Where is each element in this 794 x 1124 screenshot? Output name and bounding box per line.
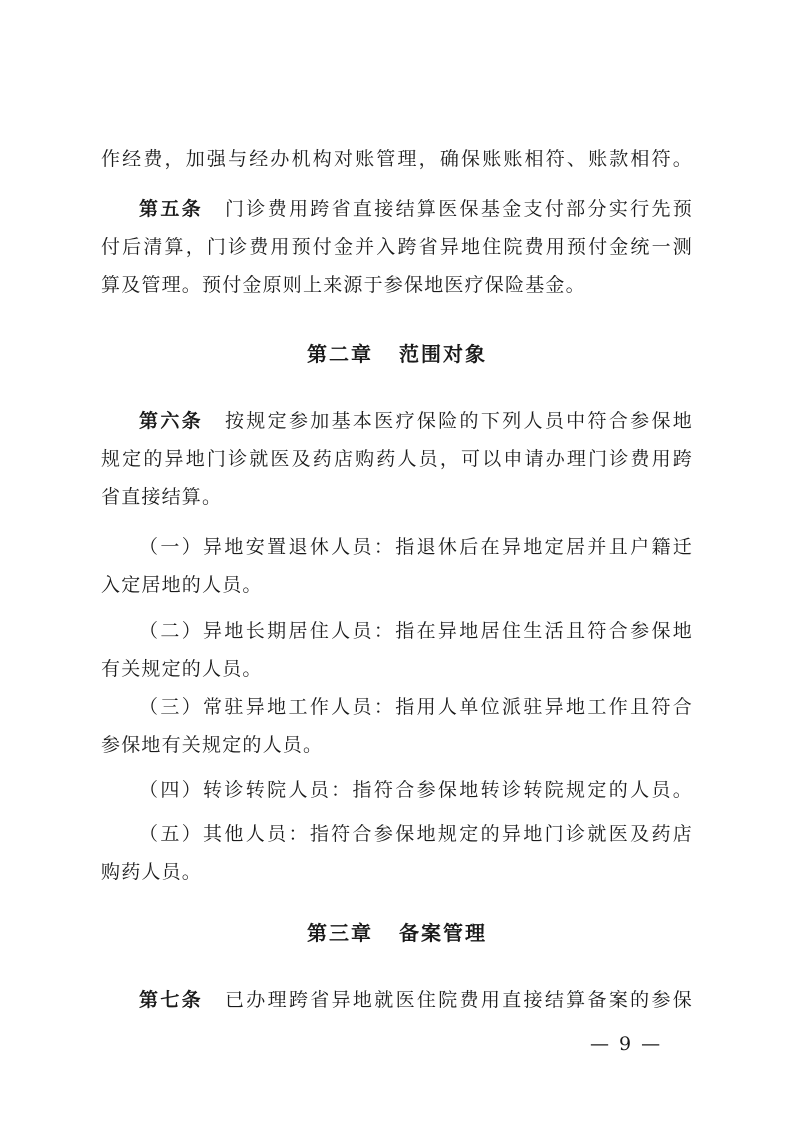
article-text: 已办理跨省异地就医住院费用直接结算备案的参保 bbox=[224, 989, 693, 1011]
chapter-heading bbox=[0, 920, 794, 946]
text-line: 规定的异地门诊就医及药店购药人员，可以申请办理门诊费用跨 bbox=[101, 448, 693, 470]
article-text: 按规定参加基本医疗保险的下列人员中符合参保地 bbox=[224, 410, 693, 432]
text-line: 有关规定的人员。 bbox=[101, 658, 263, 680]
article-7-line bbox=[139, 988, 693, 1012]
article-label: 第七条 bbox=[139, 989, 203, 1011]
article-5-line bbox=[139, 197, 693, 221]
article-6-line bbox=[139, 409, 693, 433]
chapter-number: 第二章 bbox=[307, 342, 373, 366]
text-line: 付后清算，门诊费用预付金并入跨省异地住院费用预付金统一测 bbox=[101, 236, 693, 258]
list-item-line: （四）转诊转院人员：指符合参保地转诊转院规定的人员。 bbox=[139, 779, 693, 801]
text-line: 购药人员。 bbox=[101, 861, 203, 883]
list-item-line: （二）异地长期居住人员：指在异地居住生活且符合参保地 bbox=[139, 620, 693, 642]
page-number: — 9 — bbox=[590, 1033, 663, 1055]
text-line: 作经费，加强与经办机构对账管理，确保账账相符、账款相符。 bbox=[101, 148, 693, 170]
list-item-line: （五）其他人员：指符合参保地规定的异地门诊就医及药店 bbox=[139, 823, 693, 845]
text-line: 省直接结算。 bbox=[101, 486, 223, 508]
list-item-line: （三）常驻异地工作人员：指用人单位派驻异地工作且符合 bbox=[139, 696, 693, 718]
chapter-heading bbox=[0, 341, 794, 367]
chapter-title: 备案管理 bbox=[399, 921, 487, 945]
article-label: 第五条 bbox=[139, 198, 203, 220]
chapter-number: 第三章 bbox=[307, 921, 373, 945]
list-item-line: （一）异地安置退休人员：指退休后在异地定居并且户籍迁 bbox=[139, 536, 693, 558]
text-line: 入定居地的人员。 bbox=[101, 574, 263, 596]
text-line: 参保地有关规定的人员。 bbox=[101, 734, 324, 756]
article-text: 门诊费用跨省直接结算医保基金支付部分实行先预 bbox=[224, 198, 693, 220]
chapter-title: 范围对象 bbox=[399, 342, 487, 366]
text-line: 算及管理。预付金原则上来源于参保地医疗保险基金。 bbox=[101, 274, 586, 296]
article-label: 第六条 bbox=[139, 410, 203, 432]
